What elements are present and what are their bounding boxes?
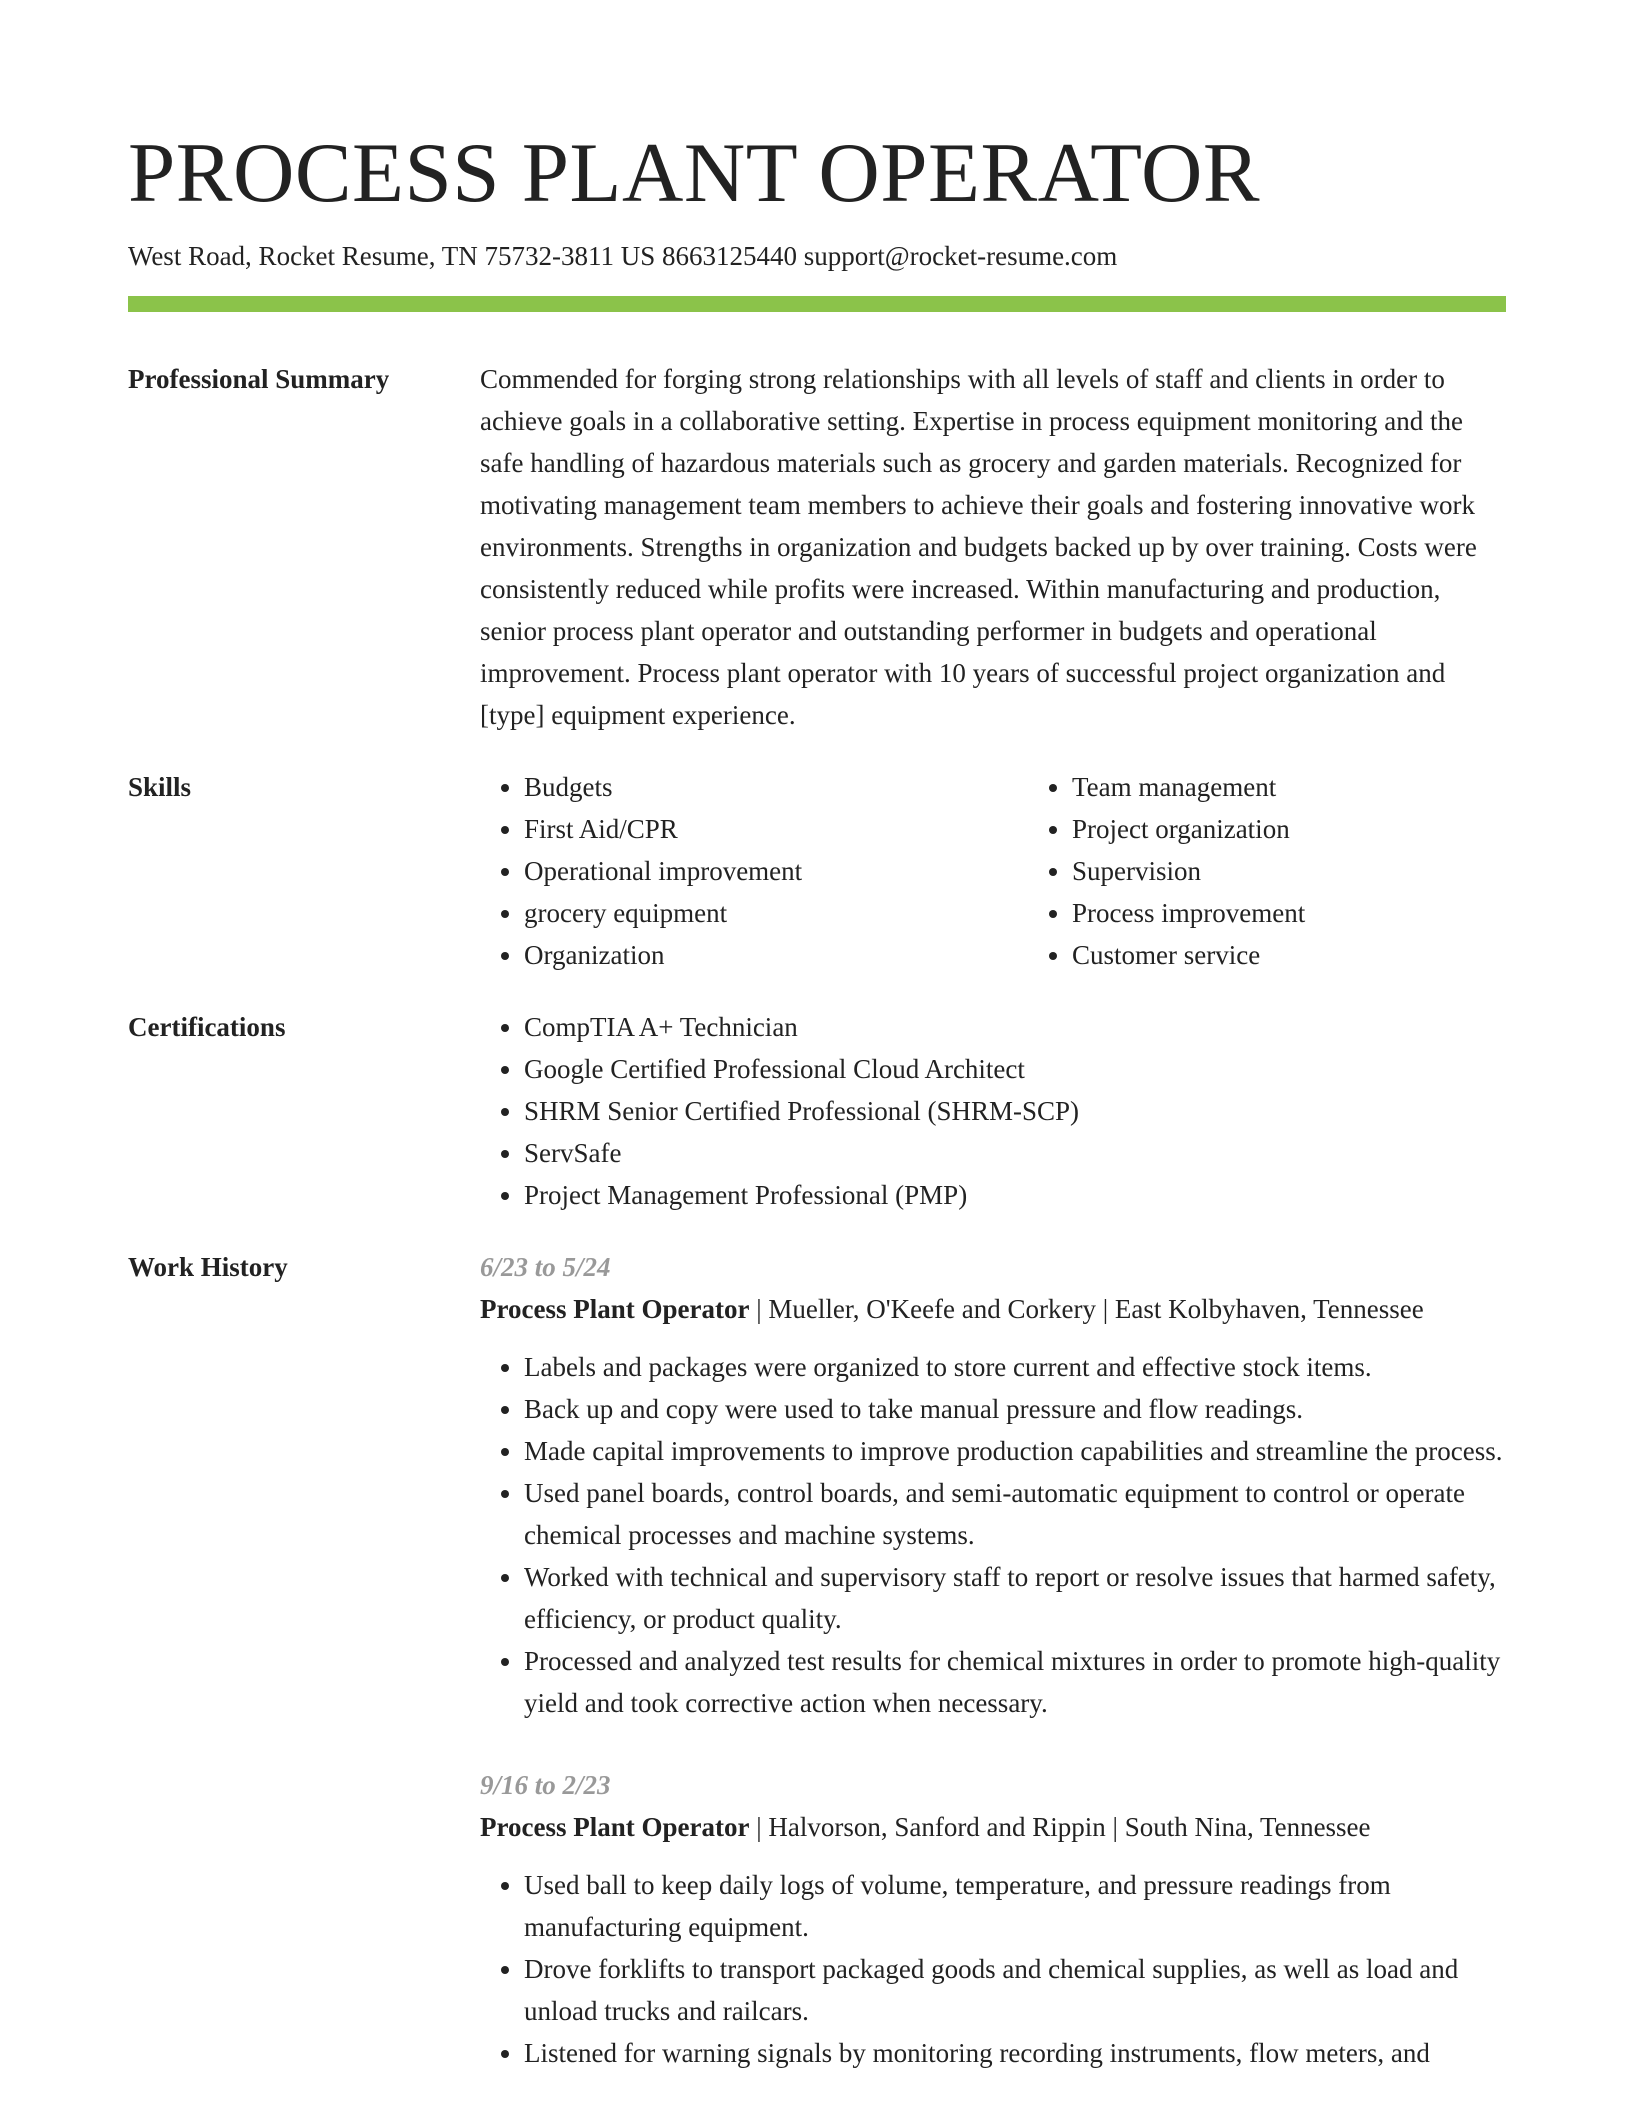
job-details: | Mueller, O'Keefe and Corkery | East Kolbyhaven, Tennessee xyxy=(749,1294,1424,1324)
job-role-line xyxy=(480,1288,1506,1330)
candidate-name: PROCESS PLANT OPERATOR xyxy=(128,126,1261,220)
list-item: • Drove forklifts to transport packaged goods and chemical supplies, as well as load and unload trucks and railcars. xyxy=(524,1948,1506,2032)
job-details: | Halvorson, Sanford and Rippin | South Nina, Tennessee xyxy=(749,1812,1371,1842)
job-bullets xyxy=(480,1864,1506,2074)
list-item: • Back up and copy were used to take manual pressure and flow readings. xyxy=(524,1388,1506,1430)
list-item: • Organization xyxy=(524,934,1028,976)
job-entry xyxy=(480,1764,1506,2074)
list-item: • Worked with technical and supervisory staff to report or resolve issues that harmed safety, efficiency, or product quality. xyxy=(524,1556,1506,1640)
job-bullets xyxy=(480,1346,1506,1724)
list-item: • Operational improvement xyxy=(524,850,1028,892)
job-title: Process Plant Operator xyxy=(480,1294,750,1324)
list-item: • Used panel boards, control boards, and semi-automatic equipment to control or operate chemical processes and machine systems. xyxy=(524,1472,1506,1556)
summary-text: Commended for forging strong relationships with all levels of staff and clients in order to achieve goals in a collaborative setting. Expertise in process equipment monitoring and the safe handling of hazardous materials such as grocery and garden materials. Recognized for motivating management team members to achieve their goals and fostering innovative work environments. Strengths in organization and budgets backed up by over training. Costs were consistently reduced while profits were increased. Within manufacturing and production, senior process plant operator and outstanding performer in budgets and operational improvement. Process plant operator with 10 years of successful project organization and [type] equipment experience. xyxy=(480,364,1477,730)
list-item: • Used ball to keep daily logs of volume, temperature, and pressure readings from manufacturing equipment. xyxy=(524,1864,1506,1948)
list-item: • Made capital improvements to improve production capabilities and streamline the process. xyxy=(524,1430,1506,1472)
list-item: • Project organization xyxy=(1072,808,1576,850)
list-item: • grocery equipment xyxy=(524,892,1028,934)
list-item: • Supervision xyxy=(1072,850,1576,892)
skills-column-1 xyxy=(480,766,1028,976)
job-dates: 6/23 to 5/24 xyxy=(480,1252,611,1282)
list-item: • Processed and analyzed test results for chemical mixtures in order to promote high-quality yield and took corrective action when necessary. xyxy=(524,1640,1506,1724)
job-role-line xyxy=(480,1806,1506,1848)
list-item: • Team management xyxy=(1072,766,1576,808)
resume-page xyxy=(128,118,1506,2074)
contact-info: West Road, Rocket Resume, TN 75732-3811 US 8663125440 support@rocket-resume.com xyxy=(128,241,1118,271)
list-item: • CompTIA A+ Technician xyxy=(524,1006,1506,1048)
certifications-list xyxy=(480,1006,1506,1216)
section-label: Work History xyxy=(128,1252,288,1282)
list-item: • Project Management Professional (PMP) xyxy=(524,1174,1506,1216)
job-entry xyxy=(480,1246,1506,1724)
skills-section xyxy=(128,766,1506,976)
job-title: Process Plant Operator xyxy=(480,1812,750,1842)
section-label: Skills xyxy=(128,772,192,802)
list-item: • Budgets xyxy=(524,766,1028,808)
list-item: • Customer service xyxy=(1072,934,1576,976)
list-item: • ServSafe xyxy=(524,1132,1506,1174)
job-dates: 9/16 to 2/23 xyxy=(480,1770,611,1800)
list-item: • Process improvement xyxy=(1072,892,1576,934)
skills-column-2 xyxy=(1028,766,1576,976)
section-label: Professional Summary xyxy=(128,364,390,394)
list-item: • First Aid/CPR xyxy=(524,808,1028,850)
list-item: • Labels and packages were organized to store current and effective stock items. xyxy=(524,1346,1506,1388)
list-item: • Google Certified Professional Cloud Architect xyxy=(524,1048,1506,1090)
section-label: Certifications xyxy=(128,1012,286,1042)
certifications-section xyxy=(128,1006,1506,1216)
list-item: • SHRM Senior Certified Professional (SHRM-SCP) xyxy=(524,1090,1506,1132)
professional-summary-section xyxy=(128,358,1506,736)
work-history-section xyxy=(128,1246,1506,2074)
header-divider xyxy=(128,296,1506,312)
list-item: • Listened for warning signals by monitoring recording instruments, flow meters, and xyxy=(524,2032,1506,2074)
